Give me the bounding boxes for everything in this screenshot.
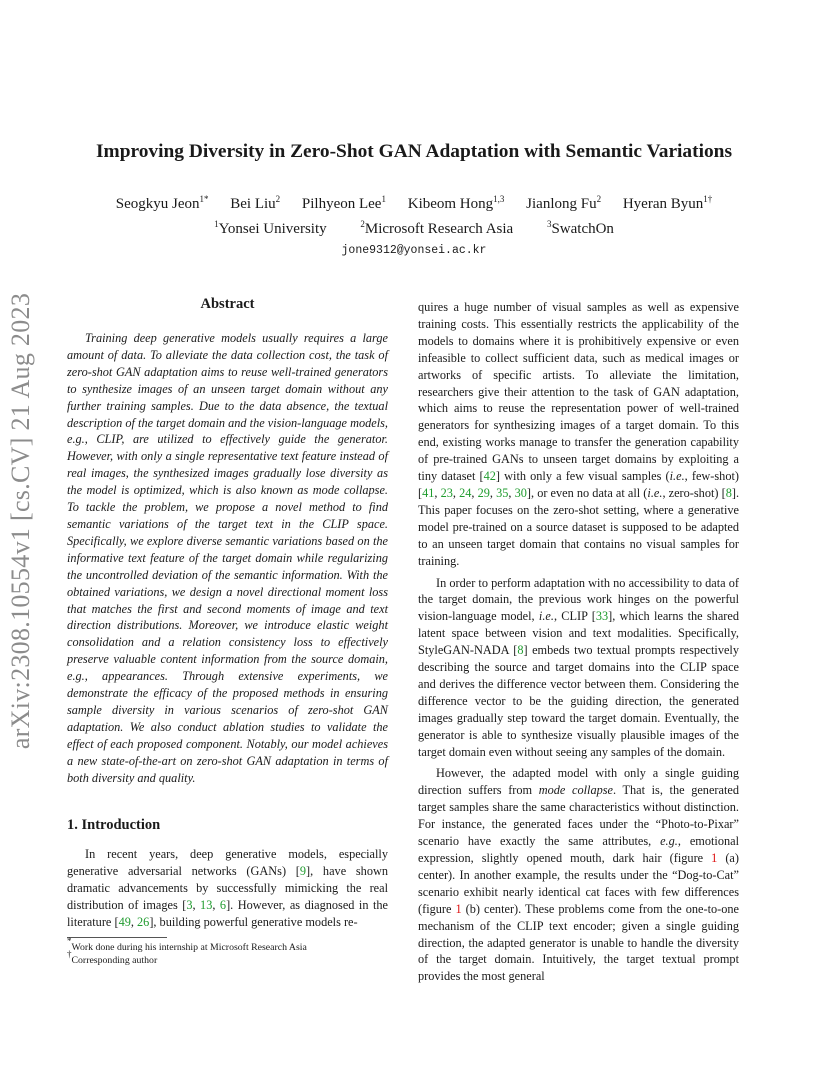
citation-link[interactable]: 49 [118,914,131,929]
section-heading-introduction: 1. Introduction [67,817,161,833]
intro-paragraph: In recent years, deep generative models, especially generative adversarial networks (GANs) [9], have shown dramatic advancements by successfully mimicking the real distribution of images [3, 13, 6]. However, as diagnosed in the literature [49, 26], building powerful generative models re- [67,847,388,929]
citation-link[interactable]: 24 [459,485,472,500]
author: Pilhyeon Lee$^1$ [301,194,386,212]
citation-link[interactable]: 29 [477,485,490,500]
abstract-heading: Abstract [200,296,255,312]
right-column [418,299,739,985]
affiliation: $^3$SwatchOn [546,219,614,237]
citation-link[interactable]: 8 [517,643,524,658]
citation-link[interactable]: 9 [299,863,307,878]
citation-link[interactable]: 42 [483,469,496,484]
paper-title: Improving Diversity in Zero-Shot GAN Adaptation with Semantic Variations [96,141,732,162]
citation-link[interactable]: 35 [496,485,509,500]
citation-link[interactable]: 8 [725,485,732,500]
body-paragraph: However, the adapted model with only a single guiding direction suffers from mode collapse. That is, the generated target samples share the same characteristics without distinction. For instance, the generated faces under the “Photo-to-Pixar” scenario have exactly the same attributes, e.g., emotional expression, slightly opened mouth, dark hair (figure 1 (a) center). In another example, the results under the “Dog-to-Cat” scenario exhibit nearly identical cat faces with few differences (figure 1 (b) center). These problems come from the one-to-one mechanism of the CLIP text encoder; given a single guiding direction, the adapted generator is unable to handle the diversity of the target domain. Intuitively, the target textual prompt provides the most general [418,766,740,984]
author: Kibeom Hong$^{1,3}$ [407,194,505,212]
author: Hyeran Byun$^{1\dagger}$ [622,194,713,212]
footnote-rule [67,937,167,938]
figure-ref-link[interactable]: 1 [711,851,718,865]
citation-link[interactable]: 3 [186,897,193,912]
author: Seogkyu Jeon$^{1*}$ [115,194,209,212]
arxiv-sidebar-stamp: arXiv:2308.10554v1 [cs.CV] 21 Aug 2023 [6,292,35,750]
author-list [0,196,828,213]
body-paragraph: quires a huge number of visual samples as well as expensive training costs. This essentially restricts the applicability of the models to domains where it is prohibitively expensive or even infeasible to collect sufficient data, such as medical images or artworks of specific artists. To alleviate the limitation, researchers give their attention to the task of GAN adaptation, which aims to reuse the representation power of well-trained generators for synthesizing images of a target domain. To this end, existing works manage to transfer the generation capability of pre-trained GANs to unseen target domains by exploiting a tiny dataset [42] with only a few visual samples (i.e., few-shot) [41, 23, 24, 29, 35, 30], or even no data at all (i.e., zero-shot) [8]. This paper focuses on the zero-shot setting, where a generative model pre-trained on a source dataset is supposed to be adapted to an unseen target domain that contains no visual samples for training. [418,300,740,568]
footnote: †Corresponding author [67,949,158,966]
citation-link[interactable]: 13 [200,897,213,912]
citation-link[interactable]: 41 [422,485,435,500]
author: Bei Liu$^2$ [230,194,281,212]
citation-link[interactable]: 23 [440,485,453,500]
affiliation: $^2$Microsoft Research Asia [360,219,514,237]
author-email: jone9312@yonsei.ac.kr [341,244,487,257]
footnote: *Work done during his internship at Microsoft Research Asia [67,936,307,953]
citation-link[interactable]: 33 [595,609,609,624]
affiliation-list [0,221,828,238]
figure-ref-link[interactable]: 1 [455,901,462,916]
citation-link[interactable]: 30 [514,485,527,500]
affiliation: $^1$Yonsei University [214,219,327,237]
citation-link[interactable]: 26 [137,914,150,929]
author: Jianlong Fu$^2$ [526,194,602,212]
body-paragraph: In order to perform adaptation with no accessibility to data of the target domain, the previous work hinges on the powerful vision-language model, i.e., CLIP [33], which learns the shared latent space between vision and text modalities. Specifically, StyleGAN-NADA [8] embeds two textual prompts respectively describing the source and target domains into the CLIP space and derives the difference vector between them. Considering the difference vector to be the guiding direction, the generated images gradually step toward the target domain. Eventually, the generator is able to synthesize visually plausible images of the target domain even without seeing any samples of the domain. [418,575,739,759]
citation-link[interactable]: 6 [219,897,227,912]
abstract-text: Training deep generative models usually requires a large amount of data. To alleviate the data collection cost, the task of zero-shot GAN adaptation aims to reuse well-trained generators to synthesize images of an unseen target domain without any further training samples. Due to the data absence, the textual description of the target domain and the vision-language models, e.g., CLIP, are utilized to effectively guide the generator. However, with only a single representative text feature instead of real images, the synthesized images gradually lose diversity as the model is optimized, which is also known as mode collapse. To tackle the problem, we propose a novel method to find semantic variations of the target text in the CLIP space. Specifically, we explore diverse semantic variations based on the informative text feature of the target domain while regularizing the uncontrolled deviation of the semantic information. With the obtained variations, we design a novel directional moment loss that matches the first and second moments of image and text direction distributions. Moreover, we introduce elastic weight consolidation and a relation consistency loss to effectively preserve valuable content information from the source domain, e.g., appearances. Through extensive experiments, we demonstrate the efficacy of the proposed methods in ensuring sample diversity in various scenarios of zero-shot GAN adaptation. We also conduct ablation studies to validate the effect of each proposed component. Notably, our model achieves a new state-of-the-art on zero-shot GAN adaptation in terms of both diversity and quality. [67,331,388,785]
